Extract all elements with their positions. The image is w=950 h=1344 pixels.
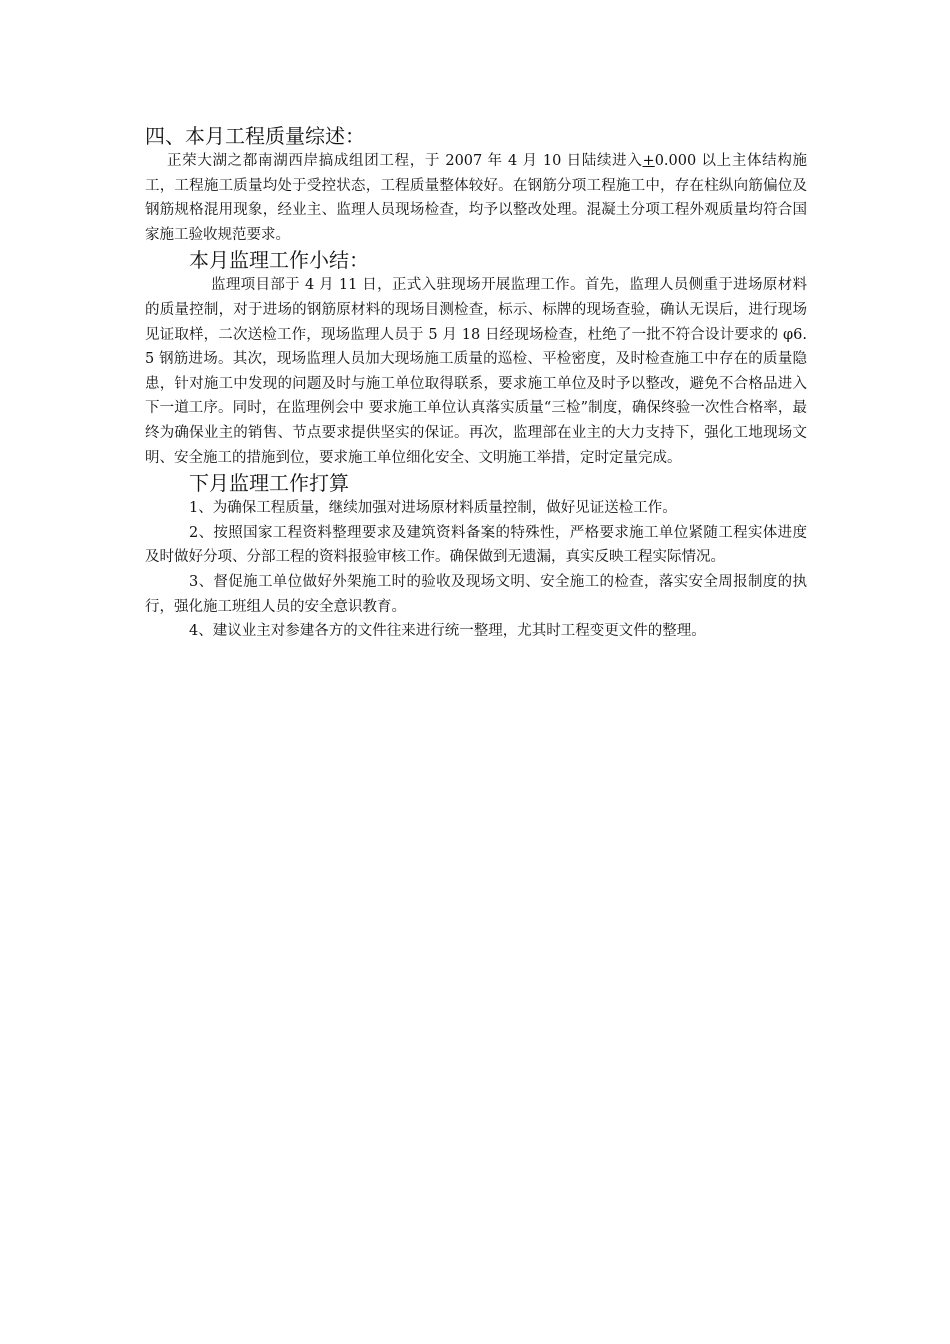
document-page — [145, 123, 807, 644]
plan-item-2: 2、按照国家工程资料整理要求及建筑资料备案的特殊性，严格要求施工单位紧随工程实体进度及时做好分项、分部工程的资料报验审核工作。确保做到无遗漏，真实反映工程实际情况。 — [145, 524, 807, 566]
quality-text-rest: 0.000 以上主体结构施工，工程施工质量均处于受控状态，工程质量整体较好。在钢筋分项工程施工中，存在柱纵向筋偏位及钢筋规格混用现象，经业主、监理人员现场检查，均予以整改处理。混凝土分项工程外观质量均符合国家施工验收规范要求。 — [145, 153, 808, 243]
plus-minus-sign: + — [642, 153, 655, 169]
plan-item-1: 1、为确保工程质量，继续加强对进场原材料质量控制，做好见证送检工作。 — [189, 500, 677, 517]
section-heading-monthly-supervision: 本月监理工作小结： — [189, 248, 369, 273]
section-heading-next-month-plan: 下月监理工作打算 — [189, 471, 349, 496]
quality-text-start: 正荣大湖之都南湖西岸搞成组团工程，于 2007 年 4 月 10 日陆续进入 — [167, 153, 643, 169]
plan-item-3: 3、督促施工单位做好外架施工时的验收及现场文明、安全施工的检查，落实安全周报制度的执行，强化施工班组人员的安全意识教育。 — [145, 573, 807, 615]
plan-item-4: 4、建议业主对参建各方的文件往来进行统一整理，尤其时工程变更文件的整理。 — [189, 623, 706, 640]
section-heading-quality-summary: 四、本月工程质量综述： — [145, 124, 365, 148]
quality-summary-paragraph — [145, 149, 807, 247]
monthly-supervision-paragraph: 监理项目部于 4 月 11 日，正式入驻现场开展监理工作。首先，监理人员侧重于进场原材料的质量控制，对于进场的钢筋原材料的现场目测检查，标示、标牌的现场查验，确认无误后，进行现场见证取样，二次送检工作，现场监理人员于 5 月 18 日经现场检查，杜绝了一批不符合设计要求的 φ6.5 钢筋进场。其次，现场监理人员加大现场施工质量的巡检、平检密度，及时检查施工中存在的质量隐患，针对施工中发现的问题及时与施工单位取得联系，要求施工单位及时予以整改，避免不合格品进入下一道工序。同时，在监理例会中 要求施工单位认真落实质量“三检”制度，确保终验一次性合格率，最终为确保业主的销售、节点要求提供坚实的保证。再次，监理部在业主的大力支持下，强化工地现场文明、安全施工的措施到位，要求施工单位细化安全、文明施工举措，定时定量完成。 — [145, 277, 807, 466]
